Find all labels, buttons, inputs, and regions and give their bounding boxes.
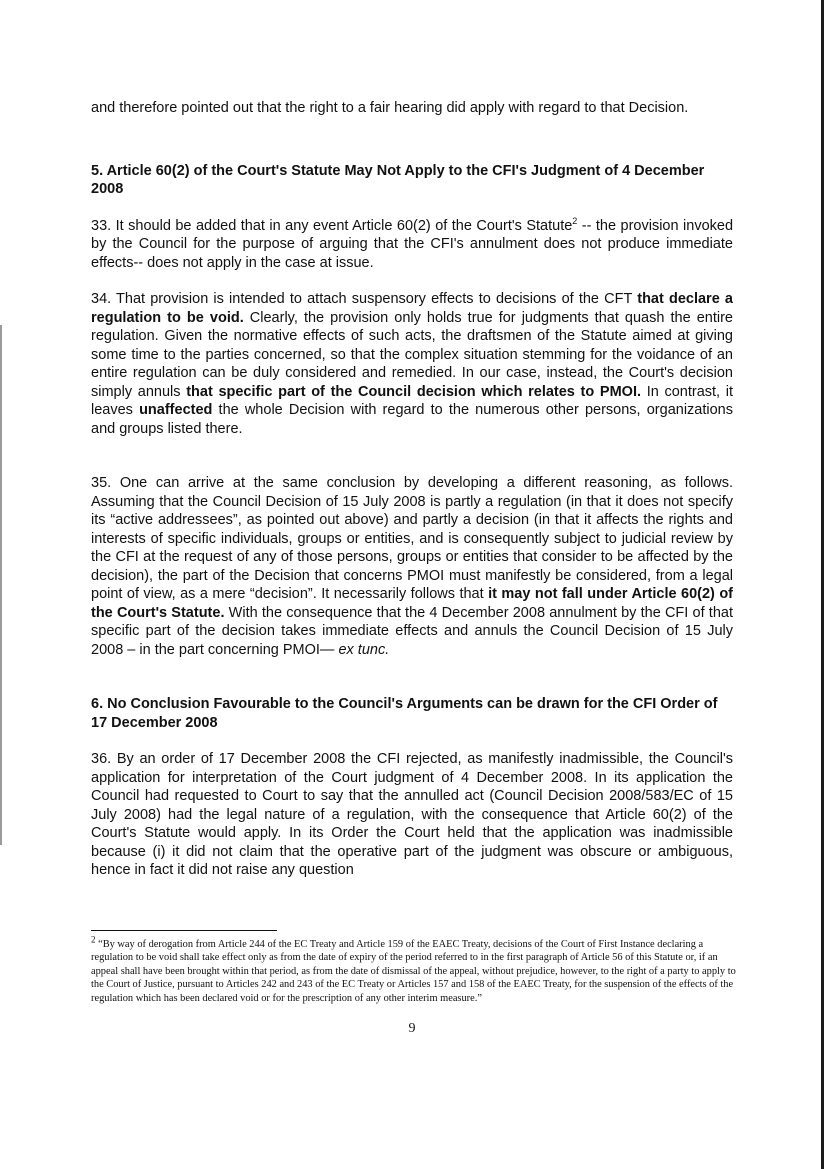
- p34-bold-2: that specific part of the Council decision which relates to PMOI.: [186, 383, 642, 400]
- paragraph-35: [91, 474, 733, 659]
- p34-text-e: the whole Decision with regard to the numerous other persons, organizations and groups listed there.: [91, 402, 733, 437]
- paragraph-33: [91, 217, 733, 273]
- scan-edge-left: [0, 325, 2, 845]
- p34-bold-3: unaffected: [139, 402, 213, 418]
- p34-text-d: In contrast, it leaves: [91, 383, 734, 418]
- p33-text-cont: -- the provision invoked by the Council for the purpose of arguing that the CFI's annulment does not produce immediate effects-- does not apply in the case at issue.: [91, 217, 734, 271]
- footnote-text: “By way of derogation from Article 244 of the EC Treaty and Article 159 of the EAEC Treaty, decisions of the Court of First Instance declaring a regulation to be void shall take effect only as from the date of expiry of the period referred to in the first paragraph of Article 56 of this Statute or, if an appeal shall have been brought within that period, as from the date of dismissal of the appeal, without prejudice, however, to the right of a party to apply to the Court of Justice, pursuant to Articles 242 and 243 of the EC Treaty or Articles 157 and 158 of the EAEC Treaty, for the suspension of the effects of the regulation which has been declared void or for the prescription of any other interim measure.”: [91, 939, 736, 1004]
- page-number: 9: [408, 1021, 416, 1036]
- paragraph-36: 36. By an order of 17 December 2008 the CFI rejected, as manifestly inadmissible, the Council's application for interpretation of the Court judgment of 4 December 2008. In its application the Council had requested to Court to say that the annulled act (Council Decision 2008/583/EC of 15 July 2008) had the legal nature of a regulation, with the consequence that Article 60(2) of the Court's Statute would apply. In its Order the Court held that the application was inadmissible because (i) it did not claim that the operative part of the judgment was obscure or ambiguous, hence in fact it did not raise any question: [91, 751, 733, 878]
- document-body: [91, 99, 733, 880]
- footnote-ref-2[interactable]: 2: [572, 215, 578, 226]
- footnote-2: [91, 934, 737, 1005]
- footnote-divider: [91, 930, 277, 931]
- continuation-paragraph: and therefore pointed out that the right to a fair hearing did apply with regard to that Decision.: [91, 100, 689, 116]
- p34-text-c: Clearly, the provision only holds true for judgments that quash the entire regulation. Given the normative effects of such acts, the draftsmen of the Statute aimed at giving some time to the parties concerned, so that the complex situation stemming for the voidance of an entire regulation can be duly considered and remedied. In our case, instead, the Court's decision simply annuls: [91, 309, 733, 400]
- p35-italic: ex tunc.: [338, 641, 390, 658]
- p35-text-c: With the consequence that the 4 December 2008 annulment by the CFI of that specific part of the decision takes immediate effects and annuls the Council Decision of 15 July 2008 – in the part concerning PMOI—: [91, 604, 733, 658]
- p34-text-a: 34. That provision is intended to attach suspensory effects to decisions of the CFT: [91, 291, 638, 307]
- paragraph-34: [91, 290, 733, 438]
- p34-bold-1: that declare a regulation to be void.: [91, 291, 733, 326]
- p35-text-a: 35. One can arrive at the same conclusion by developing a different reasoning, as follows. Assuming that the Council Decision of 15 July 2008 is partly a regulation (in that it does not specify its “active addressees”, as pointed out above) and partly a decision (in that it affects the rights and interests of specific individuals, groups or entities, and is consequently subject to judicial review by the CFI at the request of any of those persons, groups or entities that consider to be affected by the decision), the part of the Decision that concerns PMOI must manifestly be considered, from a legal point of view, as a mere “decision”. It necessarily follows that: [91, 475, 733, 602]
- p33-text: 33. It should be added that in any event Article 60(2) of the Court's Statute: [91, 217, 573, 234]
- footnote-mark: 2: [91, 934, 96, 945]
- section-heading-6: 6. No Conclusion Favourable to the Council's Arguments can be drawn for the CFI Order of 17 December 2008: [91, 696, 718, 731]
- section-heading-5: 5. Article 60(2) of the Court's Statute May Not Apply to the CFI's Judgment of 4 December 2008: [91, 162, 705, 197]
- p35-bold: it may not fall under Article 60(2) of the Court's Statute.: [91, 586, 733, 621]
